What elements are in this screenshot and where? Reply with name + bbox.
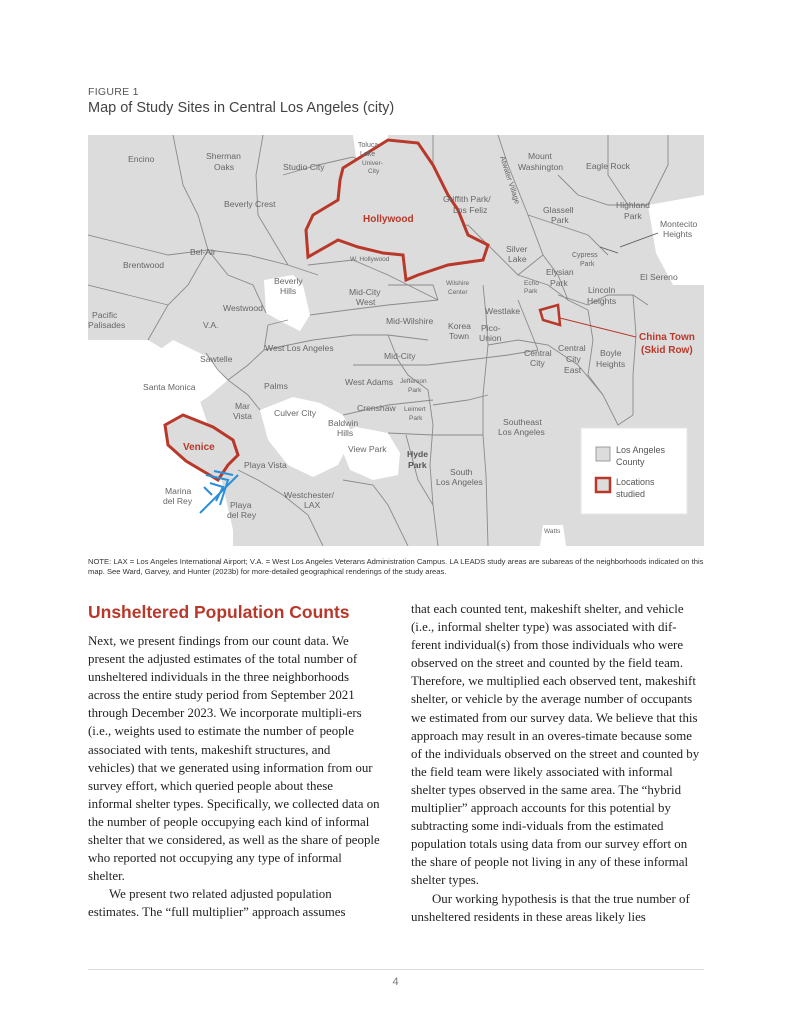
label-eagle-rock: Eagle Rock [586,161,630,171]
label-washington: Washington [518,162,564,172]
label-sherman: Sherman [206,151,241,161]
label-glassell-park: Park [551,215,569,225]
label-boyle: Boyle [600,348,622,358]
label-mid-city-west-2: West [356,297,376,307]
label-cypress: Cypress [572,252,598,259]
label-mar: Mar [235,401,250,411]
label-pacific: Pacific [92,310,118,320]
label-lincoln: Lincoln [588,285,616,295]
label-griffith: Griffith Park/ [443,194,491,204]
label-highland-park: Park [624,211,642,221]
label-encino: Encino [128,154,155,164]
label-union: Union [479,333,502,343]
label-leimert: Leimert [404,406,426,413]
label-korea: Korea [448,321,471,331]
label-palisades: Palisades [88,320,126,330]
label-china-town: China Town [639,332,695,343]
label-west-la: West Los Angeles [265,343,334,353]
label-vista: Vista [233,411,252,421]
label-west-adams: West Adams [345,377,394,387]
label-westlake: Westlake [485,306,521,316]
label-echo-park: Park [524,288,538,295]
label-toluca: Toluca [358,142,379,149]
label-mid-city: Mid-City [384,351,416,361]
label-brentwood: Brentwood [123,260,165,270]
label-el-sereno: El Sereno [640,272,678,282]
label-playa-vista: Playa Vista [244,460,287,470]
label-south: South [450,467,473,477]
label-lax: LAX [304,500,321,510]
label-culver-city: Culver City [274,408,317,418]
label-view-park: View Park [348,444,387,454]
label-mount: Mount [528,151,552,161]
map-legend [581,428,687,514]
figure-note: NOTE: LAX = Los Angeles International Airport; V.A. = West Los Angeles Veterans Administration Campus. LA LEADS study areas are subareas of the neighborhoods indicated on this map. See Ward, Garvey, and Hunter (2023b) for more-detailed geographical renderings of the study areas. [88,557,704,576]
label-santa-monica: Santa Monica [143,382,196,392]
paragraph-3: that each counted tent, makeshift shelter, and vehicle (i.e., informal shelter type) was associated with dif-ferent individual(s) from those individuals who were observed on the street and counted by the field team. Therefore, we multiplied each observed tent, makeshift shelter, or vehicle by the average number of occupants we estimated from our survey data. We believe that this approach may result in an overes-timate because some of the individuals observed on the street and counted by the field team were likely associated with informal shelter types observed in the same area. The “hybrid multiplier” approach accounts for this potential by subtracting some indi-viduals from the estimated population totals using data from our survey effort on the share of people not living in any of these informal shelter types. [411,602,700,888]
label-elysian: Elysian [546,267,574,277]
label-sawtelle: Sawtelle [200,354,233,364]
label-silver: Silver [506,244,528,254]
legend-studied-line2: studied [616,489,646,499]
label-jefferson: Jefferson [400,378,427,385]
legend-box [581,428,687,514]
label-echo: Echo [524,280,539,287]
label-wilshire-center: Center [448,289,468,296]
legend-county-line2: County [616,457,645,467]
label-silver-lake: Lake [508,254,527,264]
label-mid-wilshire: Mid-Wilshire [386,316,434,326]
figure-label: FIGURE 1 [88,86,139,98]
label-southeast: Southeast [503,417,542,427]
label-hollywood: Hollywood [363,214,414,225]
label-montecito: Montecito [660,219,698,229]
label-korea-town: Town [449,331,470,341]
label-baldwin: Baldwin [328,418,359,428]
label-bel-air: Bel-Air [190,247,216,257]
paragraph-4: Our working hypothesis is that the true number of unsheltered residents in these areas likely lies [411,891,690,924]
label-baldwin-hills: Hills [337,428,354,438]
label-wilshire: Wilshire [446,280,470,287]
right-column [411,600,704,926]
label-va: V.A. [203,320,219,330]
legend-county-swatch [596,447,610,461]
label-beverly-crest: Beverly Crest [224,199,276,209]
label-westwood: Westwood [223,303,263,313]
label-highland: Highland [616,200,650,210]
legend-county-line1: Los Angeles [616,445,666,455]
label-montecito-heights: Heights [663,229,693,239]
paragraph-2: We present two related adjusted population estimates. The “full multiplier” approach assumes [88,887,346,920]
label-studio-city: Studio City [283,162,325,172]
legend-studied-line1: Locations [616,477,655,487]
footer-rule [88,969,704,970]
label-playa-del-rey: del Rey [227,510,257,520]
study-sites-map [88,135,704,546]
left-column [88,600,380,922]
legend-studied-swatch [596,478,610,492]
paragraph-1: Next, we present findings from our count data. We present the adjusted estimates of the total number of unsheltered individuals in the three neighborhoods across the entire study period from September 2021 through December 2023. We incorporate multipli-ers (i.e., weights used to estimate the number of people associated with tents, makeshift structures, and vehicles) that we generated using information from our survey effort, which queried people about these informal shelter types. Specifically, we collected data on the number of people occupying each kind of informal shelter that we considered, as well as the share of people who reported not occupying any type of informal shelter. [88,634,380,884]
label-universal: Univer- [362,160,383,167]
label-city: City [368,168,380,175]
label-leimert-park: Park [409,415,423,422]
label-playa: Playa [230,500,252,510]
page-number: 4 [392,976,399,988]
section-heading: Unsheltered Population Counts [88,602,350,622]
label-marina-del-rey: del Rey [163,496,193,506]
label-beverly-hills: Hills [280,286,297,296]
label-los-feliz: Los Feliz [453,205,488,215]
label-elysian-park: Park [550,278,568,288]
label-oaks: Oaks [214,162,235,172]
label-west-hollywood: W. Hollywood [350,256,390,263]
label-pico: Pico- [481,323,501,333]
label-marina: Marina [165,486,192,496]
label-southeast-la: Los Angeles [498,427,545,437]
label-lincoln-heights: Heights [587,296,617,306]
label-central-city-east-2: City [566,354,581,364]
label-south-la: Los Angeles [436,477,483,487]
label-mid-city-west: Mid-City [349,287,381,297]
label-watts: Watts [544,528,561,535]
label-boyle-heights: Heights [596,359,626,369]
label-lake: Lake [360,151,376,158]
label-venice: Venice [183,442,215,453]
label-cypress-park: Park [580,261,595,268]
label-westchester: Westchester/ [284,490,334,500]
figure-title: Map of Study Sites in Central Los Angeles (city) [88,100,395,116]
label-hyde-park: Park [408,460,427,470]
label-skid-row: (Skid Row) [641,345,693,356]
label-crenshaw: Crenshaw [357,403,396,413]
label-jefferson-park: Park [408,387,422,394]
label-atwater: Atwater Village [498,154,523,206]
label-central-city-east: Central [558,343,586,353]
label-beverly: Beverly [274,276,303,286]
label-glassell: Glassell [543,205,574,215]
label-central-city-east-3: East [564,365,582,375]
label-hyde: Hyde [407,449,429,459]
label-palms: Palms [264,381,288,391]
label-central-city: Central [524,348,552,358]
label-central-city-2: City [530,358,545,368]
